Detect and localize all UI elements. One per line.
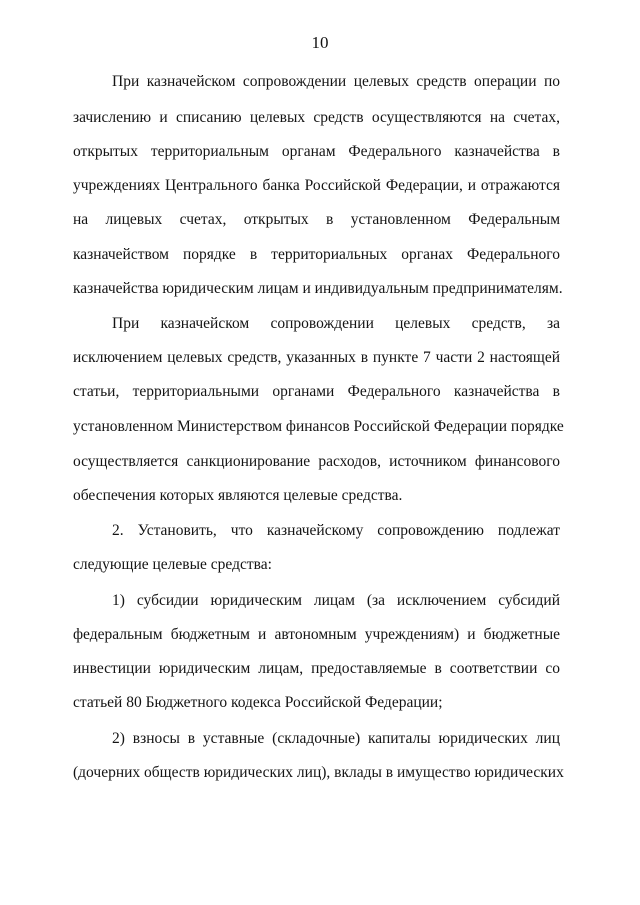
text-line: исключением целевых средств, указанных в пункте 7 части 2 настоящей [73, 349, 560, 366]
text-line: инвестиции юридическим лицам, предоставляемые в соответствии со [73, 660, 560, 677]
text-line: установленном Министерством финансов Российской Федерации порядке [73, 418, 564, 435]
text-line: учреждениях Центрального банка Российской Федерации, и отражаются [73, 177, 560, 194]
text-line: на лицевых счетах, открытых в установленном Федеральным [73, 211, 560, 228]
text-line: При казначейском сопровождении целевых средств операции по [112, 73, 560, 90]
text-line: зачислению и списанию целевых средств осуществляются на счетах, [73, 109, 560, 126]
text-line: При казначейском сопровождении целевых средств, за [112, 315, 560, 332]
text-line: (дочерних обществ юридических лиц), вклады в имущество юридических [73, 764, 564, 781]
text-line: обеспечения которых являются целевые средства. [73, 487, 403, 504]
page-number: 10 [311, 33, 329, 52]
text-line: 2. Установить, что казначейскому сопровождению подлежат [112, 522, 560, 539]
text-line: казначейства юридическим лицам и индивидуальным предпринимателям. [73, 280, 563, 297]
text-line: 2) взносы в уставные (складочные) капиталы юридических лиц [112, 730, 560, 747]
text-line: федеральным бюджетным и автономным учреждениям) и бюджетные [73, 626, 560, 643]
text-line: 1) субсидии юридическим лицам (за исключением субсидий [112, 592, 560, 609]
text-line: открытых территориальным органам Федерального казначейства в [73, 143, 560, 160]
text-line: осуществляется санкционирование расходов, источником финансового [73, 453, 560, 470]
text-line: казначейством порядке в территориальных органах Федерального [73, 246, 560, 263]
text-line: следующие целевые средства: [73, 556, 272, 573]
text-line: статьи, территориальными органами Федерального казначейства в [73, 383, 560, 400]
text-line: статьей 80 Бюджетного кодекса Российской Федерации; [73, 694, 443, 711]
